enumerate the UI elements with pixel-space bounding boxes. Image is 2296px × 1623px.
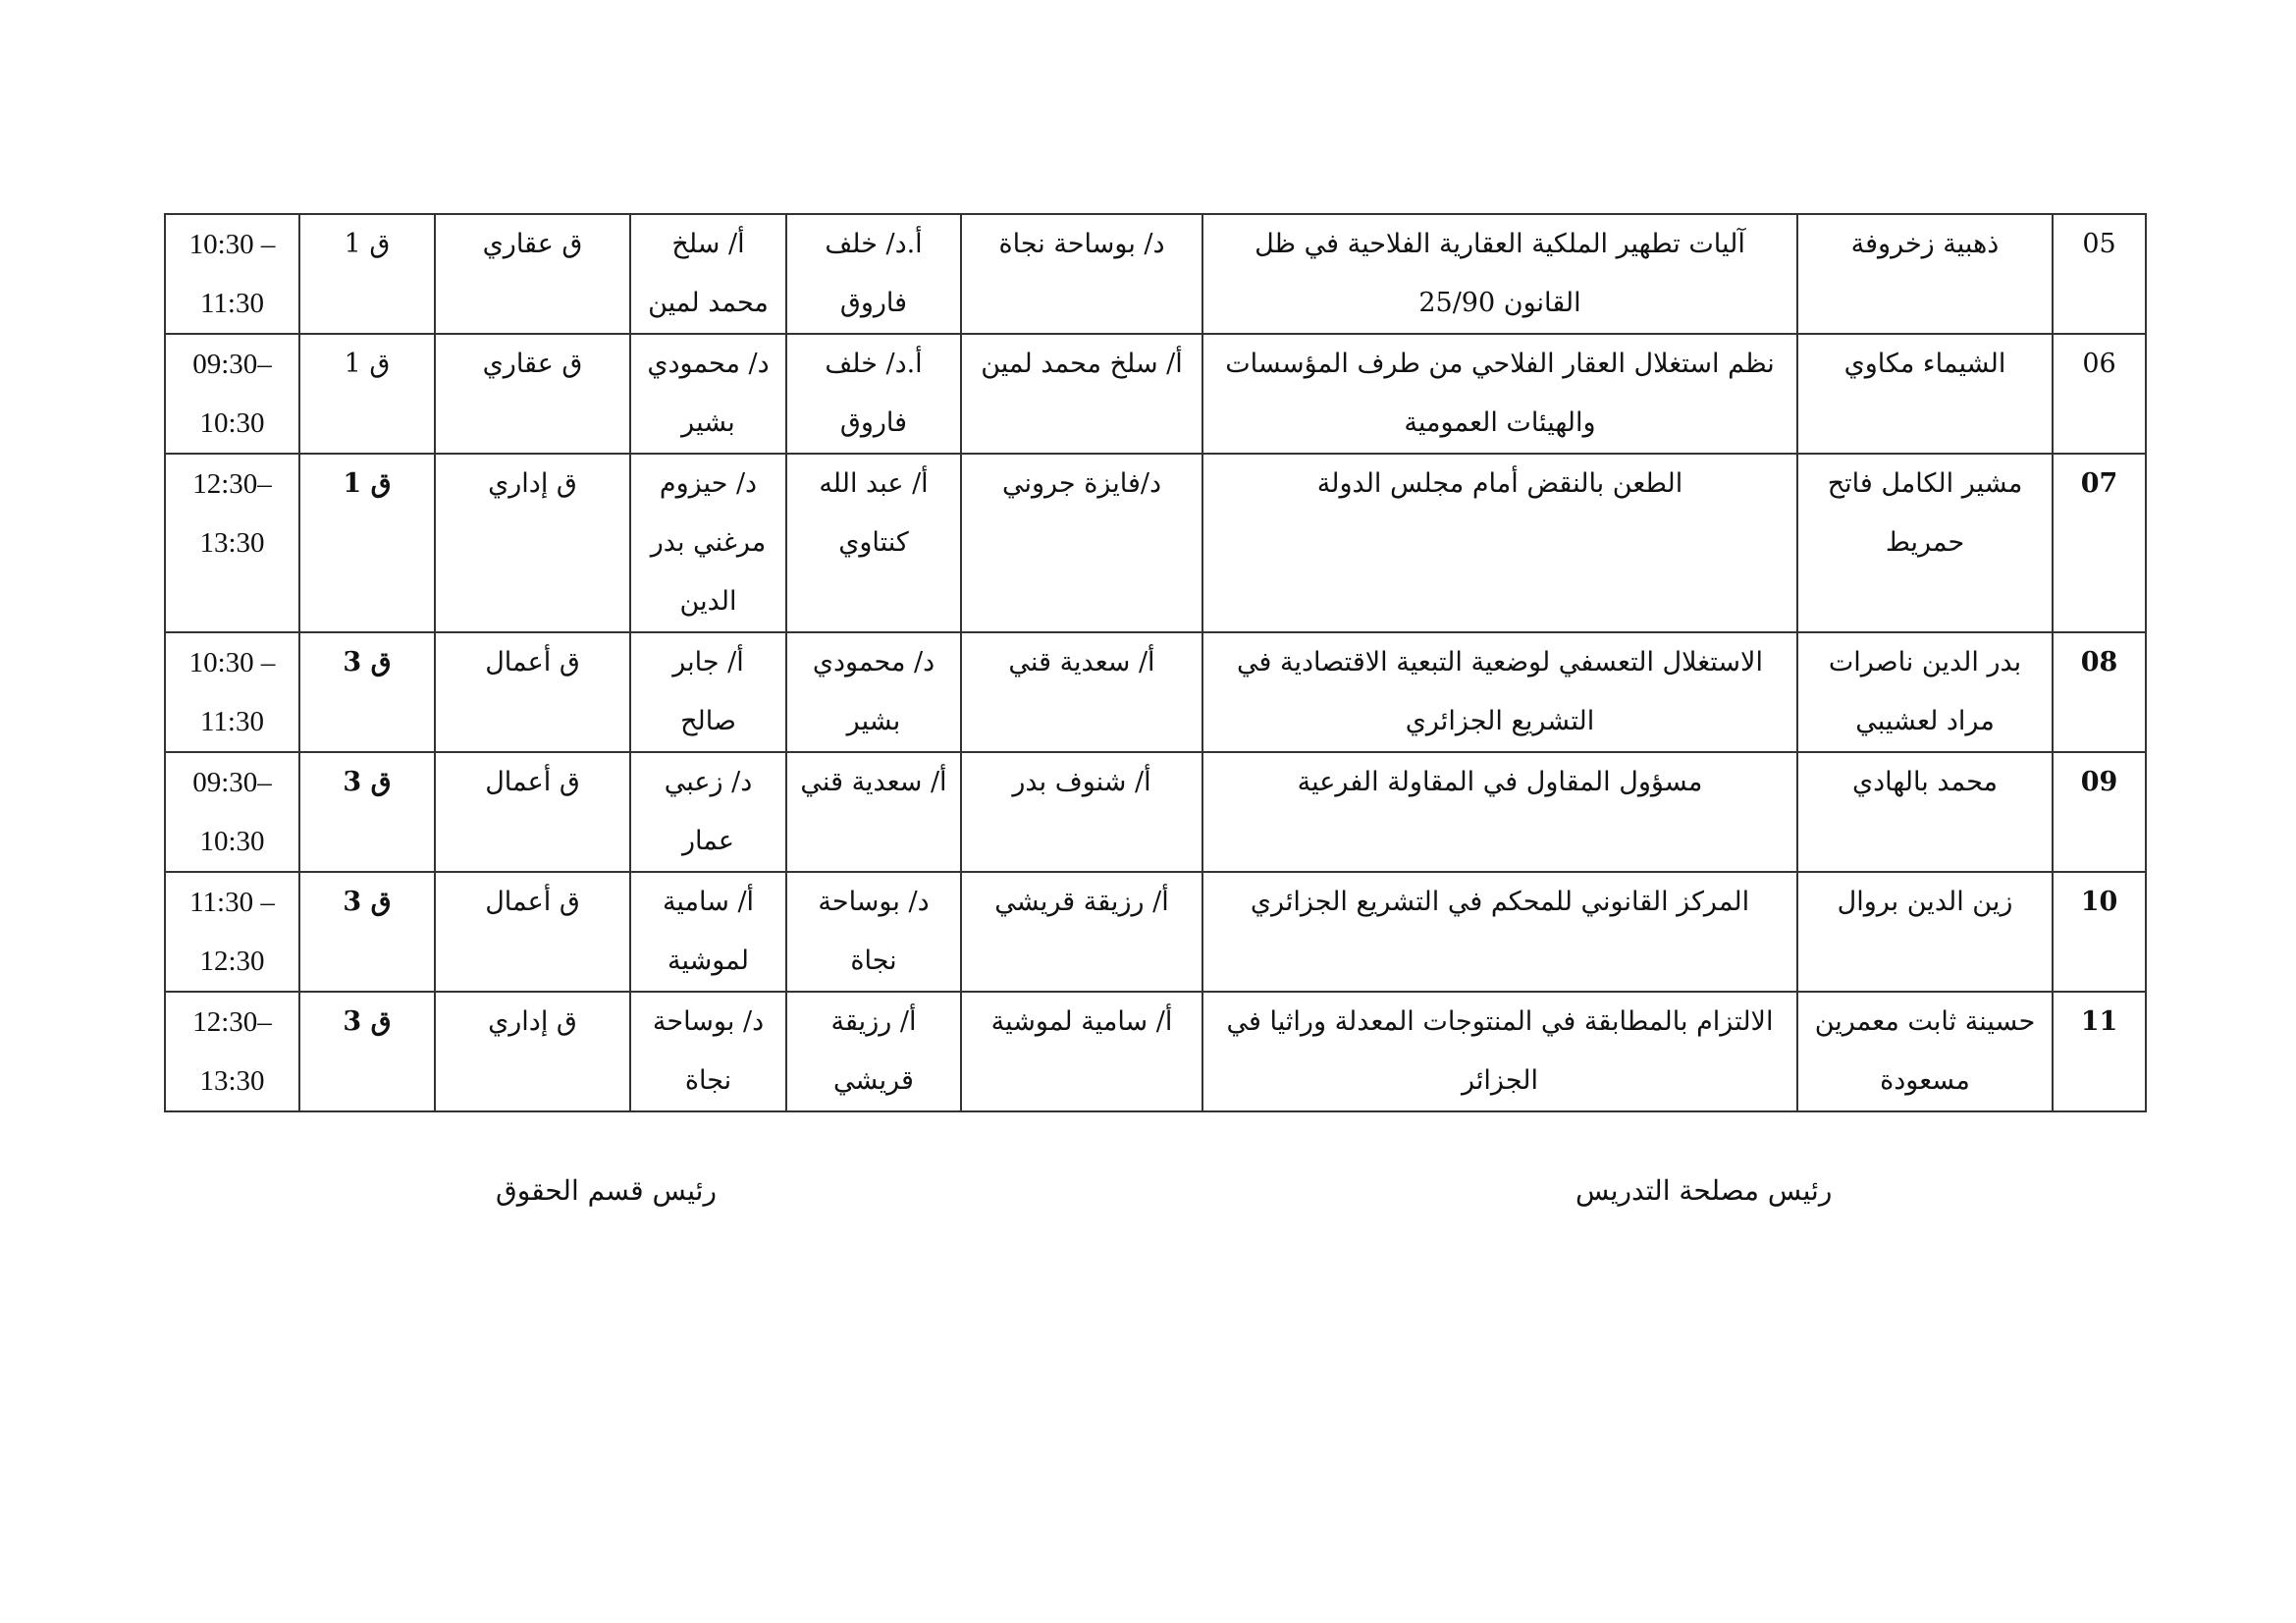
specialty: ق أعمال: [435, 872, 630, 992]
time-slot: 10:30 – 11:30: [165, 214, 299, 334]
table-row: [165, 214, 2146, 334]
supervisor: أ/ سامية لموشية: [961, 992, 1202, 1111]
supervisor: د/ بوساحة نجاة: [961, 214, 1202, 334]
specialty: ق إداري: [435, 992, 630, 1111]
student-name: محمد بالهادي: [1797, 752, 2053, 872]
student-name: مشير الكامل فاتح حمريط: [1797, 454, 2053, 632]
row-number: 08: [2053, 632, 2146, 752]
thesis-title: الاستغلال التعسفي لوضعية التبعية الاقتصادية في التشريع الجزائري: [1202, 632, 1797, 752]
time-slot: 10:30 – 11:30: [165, 632, 299, 752]
student-name: ذهبية زخروفة: [1797, 214, 2053, 334]
student-name: حسينة ثابت معمرين مسعودة: [1797, 992, 2053, 1111]
supervisor: د/فايزة جروني: [961, 454, 1202, 632]
row-number: 05: [2053, 214, 2146, 334]
committee-president: د/ بوساحة نجاة: [786, 872, 961, 992]
room: ق 3: [299, 872, 435, 992]
table-row: [165, 334, 2146, 454]
table-row: [165, 752, 2146, 872]
committee-examiner: د/ حيزوم مرغني بدر الدين: [630, 454, 786, 632]
student-name: بدر الدين ناصرات مراد لعشيبي: [1797, 632, 2053, 752]
room: ق 3: [299, 752, 435, 872]
thesis-title: المركز القانوني للمحكم في التشريع الجزائري: [1202, 872, 1797, 992]
time-slot: 12:30– 13:30: [165, 992, 299, 1111]
committee-president: أ/ سعدية قني: [786, 752, 961, 872]
specialty: ق إداري: [435, 454, 630, 632]
time-slot: 09:30– 10:30: [165, 752, 299, 872]
schedule-rows: [165, 214, 2146, 1111]
committee-examiner: د/ محمودي بشير: [630, 334, 786, 454]
row-number: 07: [2053, 454, 2146, 632]
committee-president: د/ محمودي بشير: [786, 632, 961, 752]
teaching-head-signature: رئيس مصلحة التدريس: [1575, 1174, 1833, 1207]
room: ق 3: [299, 992, 435, 1111]
committee-examiner: أ/ جابر صالح: [630, 632, 786, 752]
committee-examiner: أ/ سامية لموشية: [630, 872, 786, 992]
time-slot: 11:30 – 12:30: [165, 872, 299, 992]
specialty: ق أعمال: [435, 752, 630, 872]
table-row: [165, 992, 2146, 1111]
specialty: ق أعمال: [435, 632, 630, 752]
committee-president: أ/ رزيقة قريشي: [786, 992, 961, 1111]
specialty: ق عقاري: [435, 334, 630, 454]
supervisor: أ/ رزيقة قريشي: [961, 872, 1202, 992]
time-slot: 09:30– 10:30: [165, 334, 299, 454]
committee-examiner: د/ بوساحة نجاة: [630, 992, 786, 1111]
committee-president: أ/ عبد الله كنتاوي: [786, 454, 961, 632]
committee-examiner: أ/ سلخ محمد لمين: [630, 214, 786, 334]
defense-schedule-table: [164, 213, 2147, 1112]
thesis-title: نظم استغلال العقار الفلاحي من طرف المؤسسات والهيئات العمومية: [1202, 334, 1797, 454]
supervisor: أ/ سعدية قني: [961, 632, 1202, 752]
row-number: 06: [2053, 334, 2146, 454]
room: ق 1: [299, 214, 435, 334]
thesis-title: الطعن بالنقض أمام مجلس الدولة: [1202, 454, 1797, 632]
specialty: ق عقاري: [435, 214, 630, 334]
thesis-title: الالتزام بالمطابقة في المنتوجات المعدلة وراثيا في الجزائر: [1202, 992, 1797, 1111]
committee-president: أ.د/ خلف فاروق: [786, 214, 961, 334]
supervisor: أ/ سلخ محمد لمين: [961, 334, 1202, 454]
table-row: [165, 454, 2146, 632]
committee-examiner: د/ زعبي عمار: [630, 752, 786, 872]
thesis-title: مسؤول المقاول في المقاولة الفرعية: [1202, 752, 1797, 872]
row-number: 11: [2053, 992, 2146, 1111]
table-row: [165, 872, 2146, 992]
student-name: زين الدين بروال: [1797, 872, 2053, 992]
row-number: 10: [2053, 872, 2146, 992]
time-slot: 12:30– 13:30: [165, 454, 299, 632]
law-department-head-signature: رئيس قسم الحقوق: [496, 1174, 717, 1207]
room: ق 1: [299, 334, 435, 454]
thesis-title: آليات تطهير الملكية العقارية الفلاحية في ظل القانون 25/90: [1202, 214, 1797, 334]
room: ق 1: [299, 454, 435, 632]
student-name: الشيماء مكاوي: [1797, 334, 2053, 454]
row-number: 09: [2053, 752, 2146, 872]
supervisor: أ/ شنوف بدر: [961, 752, 1202, 872]
table-row: [165, 632, 2146, 752]
committee-president: أ.د/ خلف فاروق: [786, 334, 961, 454]
room: ق 3: [299, 632, 435, 752]
